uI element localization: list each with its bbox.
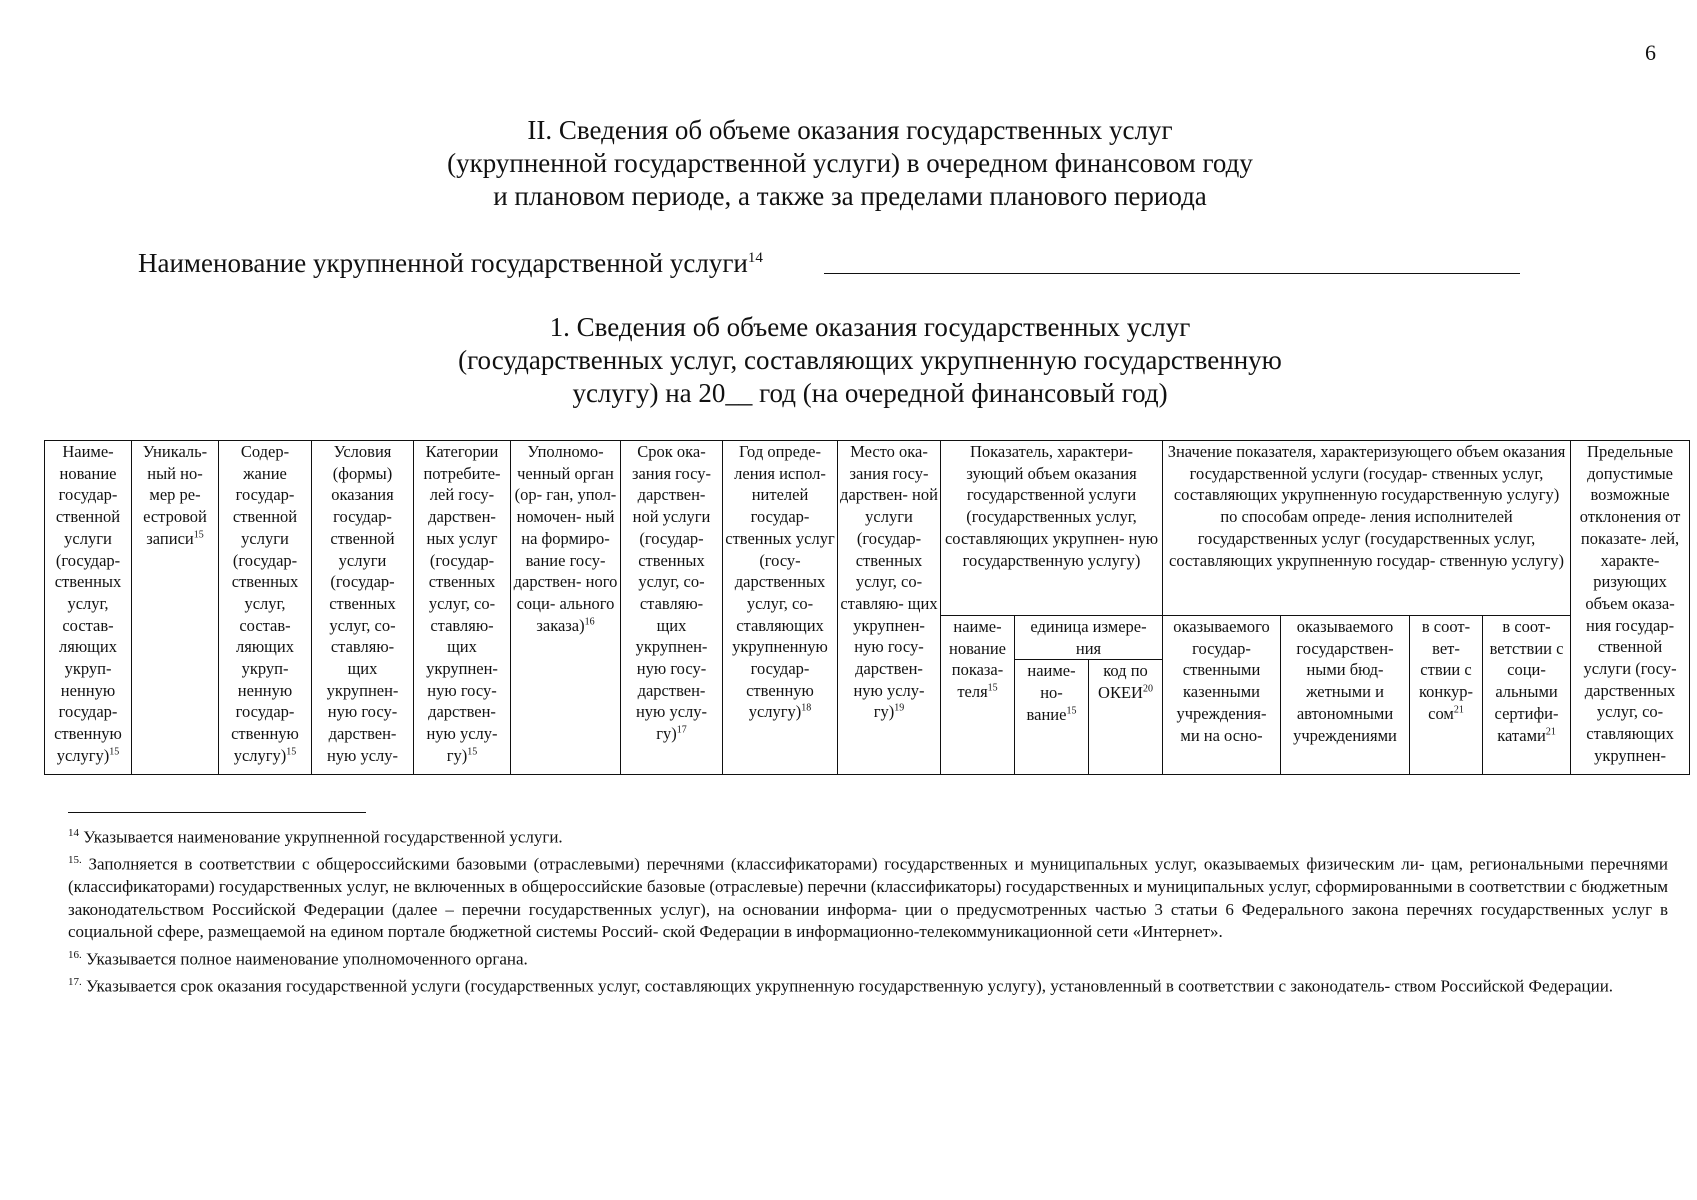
header-value-budget-institutions: оказываемого государствен- ными бюд- жетными и автономными учреждениями [1281, 616, 1410, 775]
service-name-field[interactable] [824, 273, 1520, 274]
header-service-term: Срок ока- зания госу- дарствен- ной услуги (государ- ственных услуг, со- ставляю- щих укрупнен- ную госу- дарствен- ную услу- гу)$^{17}$ [621, 441, 723, 775]
section-title [300, 114, 1400, 213]
header-unit-name: наиме- но- вание$^{15}$ [1015, 660, 1089, 775]
footnote: $^{16.}$ Указывается полное наименование уполномоченного органа. [68, 948, 528, 969]
footnote: $^{15.}$ Заполняется в соответствии с общероссийскими базовыми (отраслевыми) перечнями (классификаторами) государственных и муниципальных услуг, оказываемых физическим ли- цам, региональными перечнями (классификаторами) государственных услуг, не включенных в общероссийские базовые (отраслевые) перечни (классификаторы) государственных и муниципальных услуг, сформированными в соответствии с бюджетным законодательством Российской Федерации (далее – перечни государственных услуг), на основании информа- ции о предусмотренных частью 3 статьи 6 Федерального закона перечнях государственных услуг в социальной сфере, размещаемой на едином портале бюджетной системы Россий- ской Федерации в информационно-телекоммуникационной сети «Интернет». [68, 854, 1668, 942]
header-consumer-categories: Категории потребите- лей госу- дарствен- ных услуг (государ- ственных услуг, со- ставляю- щих укрупнен- ную госу- дарствен- ную услу- гу)$^{15}$ [414, 441, 511, 775]
service-volume-table [44, 440, 1690, 775]
header-value-competition: в соот- вет- ствии с конкур- сом$^{21}$ [1410, 616, 1483, 775]
footnote-ref: 14 [747, 250, 763, 266]
service-name-row [138, 248, 763, 279]
footnote: $^{14}$ Указывается наименование укрупненной государственной услуги. [68, 827, 563, 847]
subsection-title-line: услугу) на 20__ год (на очередной финансовый год) [572, 378, 1168, 408]
header-volume-indicator: Показатель, характери- зующий объем оказания государственной услуги (государственных услуг, составляющих укрупнен- ную государственную услугу) [941, 441, 1163, 616]
header-unit: единица измере- ния [1015, 616, 1163, 660]
subsection-title-line: 1. Сведения об объеме оказания государственных услуг [549, 312, 1191, 342]
header-authorized-body: Уполномо- ченный орган (ор- ган, упол- номочен- ный на формиро- вание госу- дарствен- ного соци- ального заказа)$^{16}$ [511, 441, 621, 775]
header-value-certificates: в соот- ветствии с соци- альными сертифи- катами$^{21}$ [1483, 616, 1571, 775]
section-title-line: и плановом периоде, а также за пределами планового периода [493, 181, 1207, 211]
header-service-content: Содер- жание государ- ственной услуги (государ- ственных услуг, состав- ляющих укруп- ненную государ- ственную услугу)$^{15}$ [219, 441, 312, 775]
header-service-place: Место ока- зания госу- дарствен- ной услуги (государ- ственных услуг, со- ставляю- щих укрупнен- ную госу- дарствен- ную услу- гу)$^{19}$ [838, 441, 941, 775]
header-unit-code: код по ОКЕИ$^{20}$ [1089, 660, 1163, 775]
section-title-line: (укрупненной государственной услуги) в очередном финансовом году [447, 148, 1253, 178]
header-service-conditions: Условия (формы) оказания государ- ственной услуги (государ- ственных услуг, со- ставляю- щих укрупнен- ную госу- дарствен- ную услу- [312, 441, 414, 775]
service-name-label: Наименование укрупненной государственной услуги [138, 248, 748, 278]
header-value-state-institutions: оказываемого государ- ственными казенными учреждения- ми на осно- [1163, 616, 1281, 775]
footnote: $^{17.}$ Указывается срок оказания государственной услуги (государственных услуг, составляющих укрупненную государственную услугу), установленный в соответствии с законодатель- ством Российской Федерации. [68, 975, 1614, 996]
subsection-title [300, 311, 1440, 410]
header-contractor-year: Год опреде- ления испол- нителей государ- ственных услуг (госу- дарственных услуг, со- ставляющих укрупненную государ- ственную услугу)$^{18}$ [723, 441, 838, 775]
page-number: 6 [1645, 40, 1656, 65]
header-allowed-deviations: Предельные допустимые возможные отклонения от показате- лей, характе- ризующих объем оказа- ния государ- ственной услуги (госу- дарственных услуг, со- ставляющих укрупнен- [1571, 441, 1690, 775]
header-indicator-name: наиме- нование показа- теля$^{15}$ [941, 616, 1015, 775]
header-registry-number: Уникаль- ный но- мер ре- естровой записи$^{15}$ [132, 441, 219, 775]
footnote-divider [68, 812, 366, 813]
header-indicator-value: Значение показателя, характеризующего объем оказания государственной услуги (государ- ственных услуг, составляющих укрупненную государственную услугу) по способам опреде- ления исполнителей государственных услуг (государственных услуг, составляющих укрупненную государ- ственную услугу) [1163, 441, 1571, 616]
footnotes [68, 822, 1668, 998]
subsection-title-line: (государственных услуг, составляющих укрупненную государственную [458, 345, 1282, 375]
section-title-line: II. Сведения об объеме оказания государственных услуг [527, 115, 1173, 145]
header-service-name: Наиме- нование государ- ственной услуги (государ- ственных услуг, состав- ляющих укруп- ненную государ- ственную услугу)$^{15}$ [45, 441, 132, 775]
